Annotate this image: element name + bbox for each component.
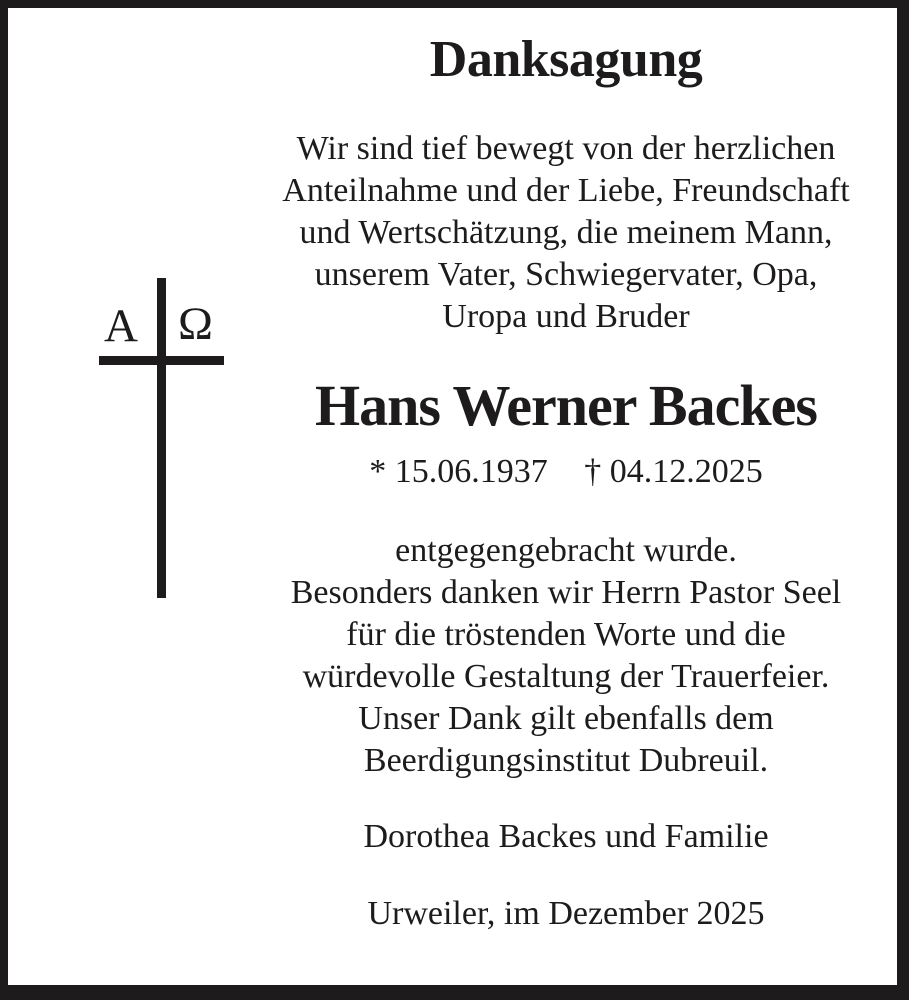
signature: Dorothea Backes und Familie [363,818,769,855]
alpha-letter: A [104,300,138,352]
cross-vertical-bar [157,278,166,598]
intro-paragraph [235,128,897,338]
intro-line: Wir sind tief bewegt von der herzlichen [296,130,836,167]
thanks-paragraph [235,530,897,782]
intro-line: unserem Vater, Schwiegervater, Opa, [314,256,818,293]
page-title: Danksagung [429,31,703,88]
deceased-name: Hans Werner Backes [315,373,817,438]
thanks-line: Unser Dank gilt ebenfalls dem [358,700,774,737]
cross-horizontal-bar [99,356,224,365]
thanks-line: für die tröstenden Worte und die [346,616,786,653]
intro-line: Anteilnahme und der Liebe, Freundschaft [282,172,850,209]
place-date: Urweiler, im Dezember 2025 [367,895,765,932]
omega-letter: Ω [178,298,213,350]
intro-line: und Wertschätzung, die meinem Mann, [299,214,833,251]
birth-date: * 15.06.1937 [369,453,548,490]
intro-line: Uropa und Bruder [442,298,690,335]
thanks-line: würdevolle Gestaltung der Trauerfeier. [302,658,830,695]
life-dates [235,451,897,493]
thanks-line: entgegengebracht wurde. [395,532,737,569]
death-date: † 04.12.2025 [584,453,763,490]
thanks-line: Besonders danken wir Herrn Pastor Seel [290,574,842,611]
thanks-line: Beerdigungsinstitut Dubreuil. [363,742,769,779]
